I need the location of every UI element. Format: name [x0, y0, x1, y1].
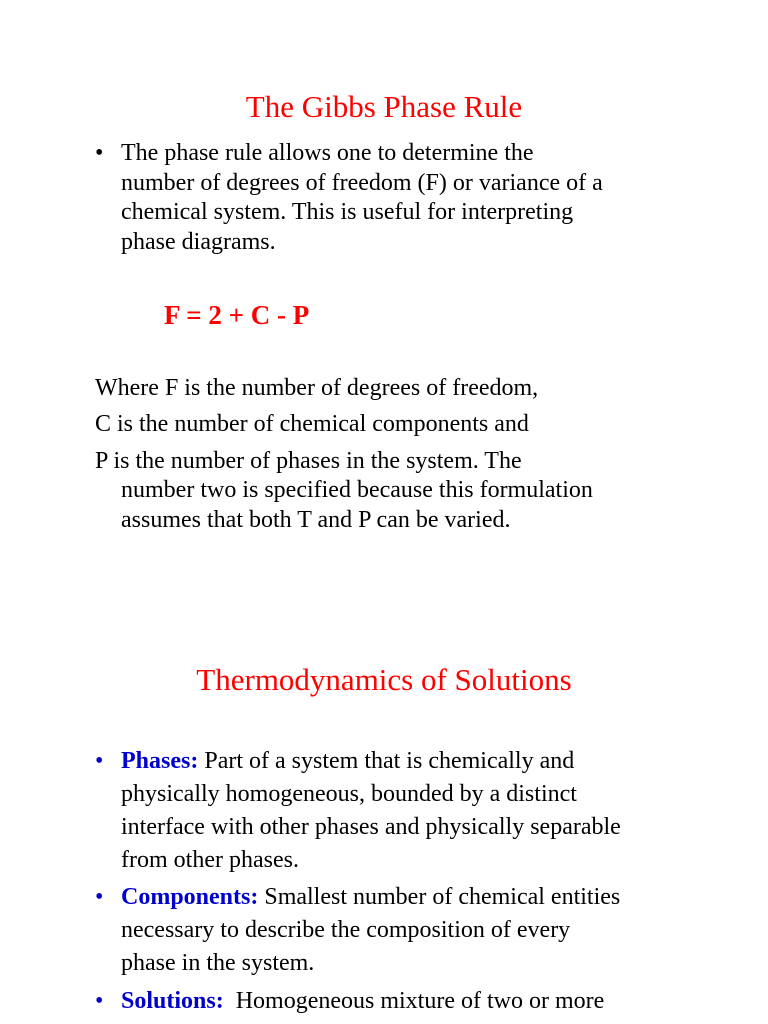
section-title-gibbs: The Gibbs Phase Rule — [245, 89, 523, 124]
definition-f: Where F is the number of degrees of freedom, — [95, 375, 539, 401]
bullet-marker: • — [95, 988, 104, 1014]
text-line: interface with other phases and physically separable — [121, 814, 621, 840]
definition-p: P is the number of phases in the system. The — [95, 448, 522, 474]
term-solutions: Solutions: — [121, 988, 224, 1014]
term-phases: Phases: — [121, 748, 199, 774]
text-line: from other phases. — [121, 847, 299, 873]
text-line: phase diagrams. — [121, 228, 276, 255]
bullet-marker: • — [95, 748, 104, 774]
bullet-marker: • — [95, 884, 104, 910]
definition-c: C is the number of chemical components and — [95, 411, 529, 437]
text-line: number of degrees of freedom (F) or variance of a — [121, 169, 603, 196]
text-line: physically homogeneous, bounded by a distinct — [121, 781, 577, 807]
definition-solutions — [121, 985, 721, 1018]
term-components: Components: — [121, 884, 259, 910]
definition-text: Smallest number of chemical entities — [258, 884, 621, 910]
section-title-solutions: Thermodynamics of Solutions — [196, 662, 572, 697]
phase-rule-formula: F = 2 + C - P — [164, 300, 310, 330]
definition-text: Homogeneous mixture of two or more — [223, 988, 605, 1014]
text-line: number two is specified because this formulation — [121, 477, 593, 503]
text-line — [121, 745, 721, 778]
text-line: phase in the system. — [121, 950, 315, 976]
intro-paragraph — [121, 139, 721, 257]
definition-components — [121, 881, 721, 980]
text-line: The phase rule allows one to determine the — [121, 140, 534, 166]
text-line: necessary to describe the composition of every — [121, 917, 571, 943]
text-line: chemical system. This is useful for interpreting — [121, 199, 574, 225]
text-line — [121, 985, 721, 1018]
definition-phases — [121, 745, 721, 877]
text-line: assumes that both T and P can be varied. — [121, 506, 511, 533]
bullet-marker: • — [95, 140, 104, 166]
text-line — [121, 881, 721, 914]
definition-text: Part of a system that is chemically and — [198, 748, 575, 774]
definition-p-continuation — [121, 476, 721, 535]
